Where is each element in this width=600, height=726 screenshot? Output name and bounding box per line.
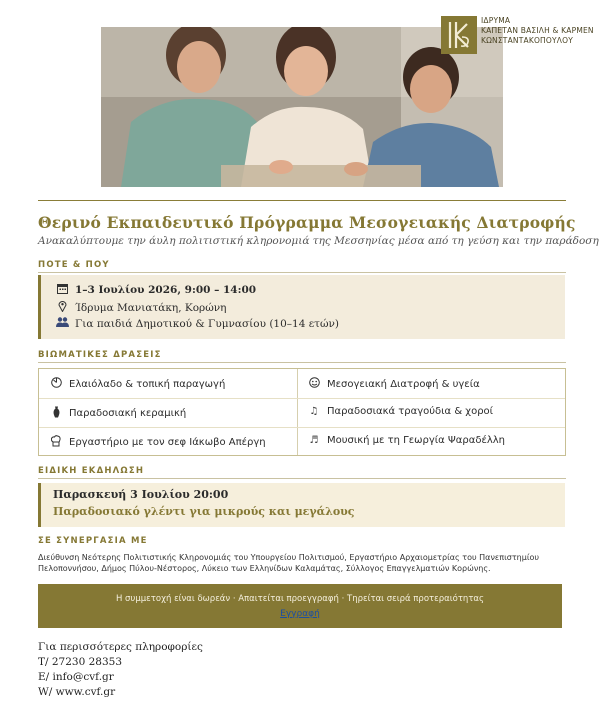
activities-grid bbox=[38, 368, 566, 456]
activity-item bbox=[307, 406, 493, 417]
vase-icon bbox=[49, 406, 63, 421]
event-audience: Για παιδιά Δημοτικού & Γυμνασίου (10–14 ετών) bbox=[75, 317, 340, 330]
section-heading-special-event: ΕΙΔΙΚΗ ΕΚΔΗΛΩΣΗ bbox=[38, 466, 145, 476]
activity-item bbox=[49, 406, 186, 421]
event-audience-row bbox=[55, 317, 339, 330]
plate-icon bbox=[307, 377, 321, 391]
foundation-monogram-icon bbox=[441, 16, 477, 54]
contact-heading: Για περισσότερες πληροφορίες bbox=[38, 641, 203, 653]
contact-phone: T/ 27230 28353 bbox=[38, 656, 123, 668]
contact-web[interactable]: W/ www.cvf.gr bbox=[38, 686, 116, 698]
section-heading-when-where: ΠΟΤΕ & ΠΟΥ bbox=[38, 260, 110, 270]
logo-line-2: ΚΑΠΕΤΑΝ ΒΑΣΙΛΗ & ΚΑΡΜΕΝ bbox=[481, 26, 594, 35]
grid-divider bbox=[297, 369, 298, 455]
activity-label: Παραδοσιακά τραγούδια & χοροί bbox=[327, 406, 494, 417]
location-pin-icon bbox=[55, 300, 69, 315]
music-note-icon: ♫ bbox=[309, 406, 319, 417]
music-notes-icon: ♬ bbox=[309, 435, 319, 446]
section-divider bbox=[38, 478, 566, 479]
registration-note: Η συμμετοχή είναι δωρεάν · Απαιτείται προεγγραφή · Τηρείται σειρά προτεραιότητας bbox=[115, 594, 485, 604]
special-event-date: Παρασκευή 3 Ιουλίου 20:00 bbox=[53, 488, 229, 501]
partners-text: Διεύθυνση Νεότερης Πολιτιστικής Κληρονομιάς του Υπουργείου Πολιτισμού, Εργαστήριο Αρχαιομετρίας του Πανεπιστημίου Πελοποννήσου, Δήμος Πύλου-Νέστορος, Λύκειο των Ελληνίδων Καλαμάτας, Σύλλογος Επαγγελματιών Κορώνης. bbox=[38, 553, 540, 573]
activity-item bbox=[49, 377, 225, 391]
registration-link[interactable]: Εγγραφή bbox=[280, 609, 320, 619]
event-date: 1–3 Ιουλίου 2026, 9:00 – 14:00 bbox=[75, 284, 257, 296]
contact-info bbox=[38, 640, 203, 700]
olive-icon bbox=[49, 377, 63, 391]
page-subtitle: Ανακαλύπτουμε την άυλη πολιτιστική κληρονομιά της Μεσσηνίας μέσα από τη γεύση και την παράδοση bbox=[38, 235, 599, 247]
calendar-icon bbox=[55, 283, 69, 297]
activity-label: Παραδοσιακή κεραμική bbox=[69, 408, 187, 419]
contact-email[interactable]: E/ info@cvf.gr bbox=[38, 671, 114, 683]
event-place: Ίδρυμα Μανιατάκη, Κορώνη bbox=[75, 301, 227, 314]
logo-line-1: ΙΔΡΥΜΑ bbox=[481, 16, 511, 25]
special-event-box bbox=[38, 483, 565, 527]
people-icon bbox=[55, 317, 69, 330]
grid-divider bbox=[39, 398, 565, 399]
event-place-row bbox=[55, 300, 226, 315]
logo-line-3: ΚΩΝΣΤΑΝΤΑΚΟΠΟΥΛΟΥ bbox=[481, 36, 573, 45]
event-date-row bbox=[55, 283, 256, 297]
activity-label: Ελαιόλαδο & τοπική παραγωγή bbox=[69, 378, 226, 390]
header-divider bbox=[38, 200, 566, 201]
activity-item bbox=[49, 435, 266, 450]
activity-label: Μεσογειακή Διατροφή & υγεία bbox=[327, 378, 480, 390]
activity-item bbox=[307, 377, 480, 391]
foundation-logo bbox=[441, 16, 594, 54]
activity-item bbox=[307, 435, 505, 446]
chef-hat-icon bbox=[49, 435, 63, 450]
special-event-name: Παραδοσιακό γλέντι για μικρούς και μεγάλους bbox=[53, 505, 355, 518]
page-title: Θερινό Εκπαιδευτικό Πρόγραμμα Μεσογειακής Διατροφής bbox=[38, 213, 576, 232]
section-divider bbox=[38, 362, 566, 363]
when-where-box bbox=[38, 275, 565, 339]
activity-label: Μουσική με τη Γεωργία Ψαραδέλλη bbox=[327, 435, 506, 446]
section-heading-activities: ΒΙΩΜΑΤΙΚΕΣ ΔΡΑΣΕΙΣ bbox=[38, 350, 162, 360]
foundation-name bbox=[481, 16, 594, 46]
registration-banner bbox=[38, 584, 562, 628]
activity-label: Εργαστήριο με τον σεφ Ιάκωβο Απέργη bbox=[69, 437, 266, 448]
section-heading-partners: ΣΕ ΣΥΝΕΡΓΑΣΙΑ ΜΕ bbox=[38, 536, 148, 546]
grid-divider bbox=[39, 427, 565, 428]
section-divider bbox=[38, 272, 566, 273]
